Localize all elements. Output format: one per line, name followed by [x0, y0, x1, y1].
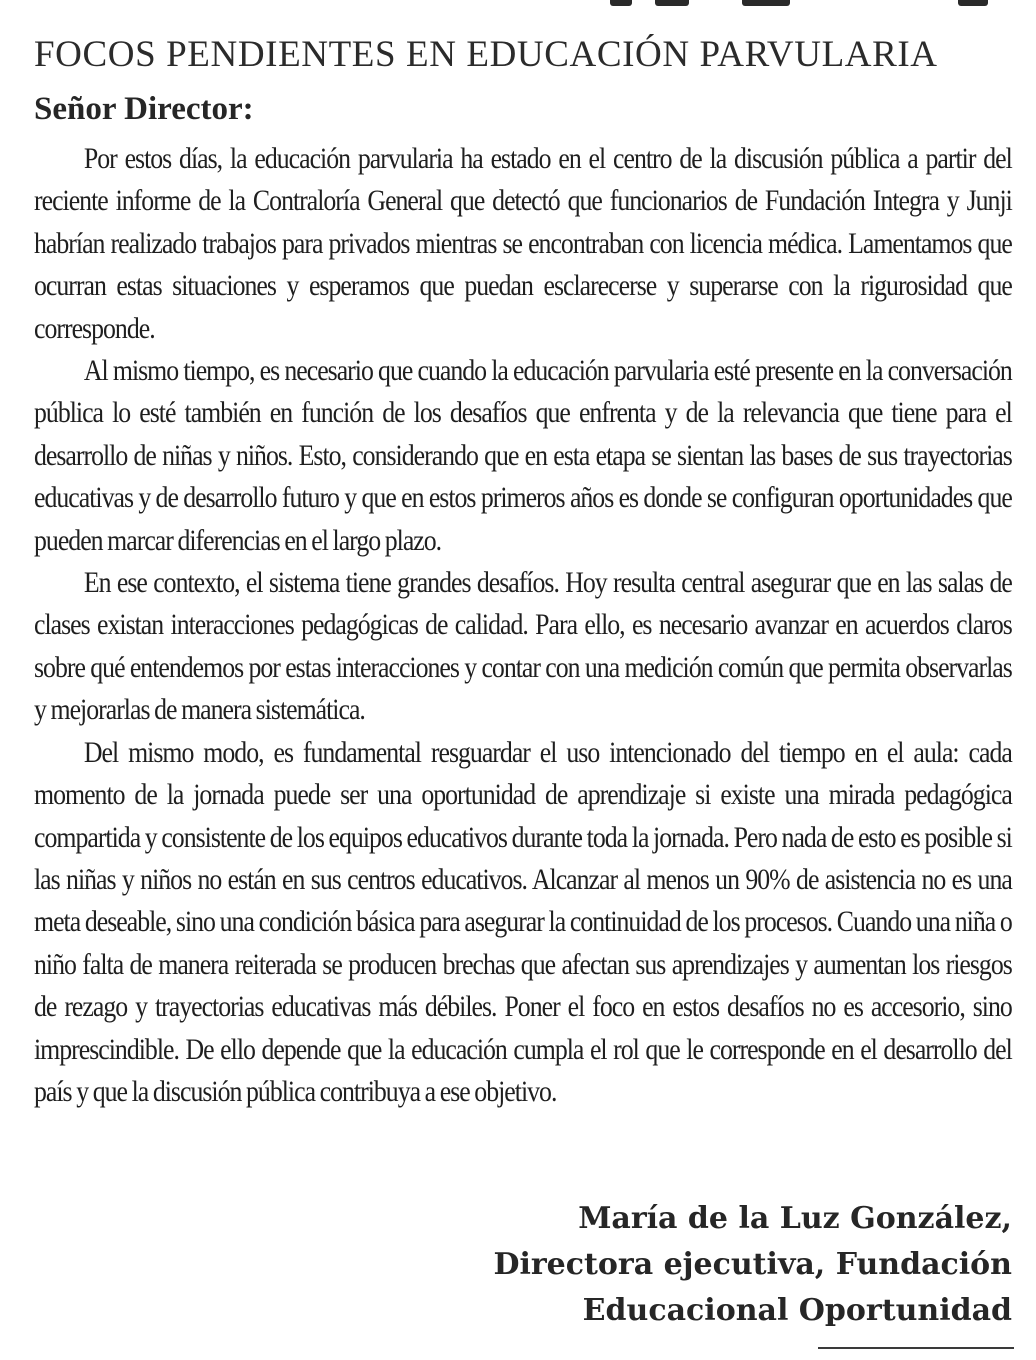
signature-block — [312, 1196, 1012, 1334]
salutation: Señor Director: — [34, 91, 254, 127]
cropped-previous-headline — [0, 0, 1036, 14]
signature-name: María de la Luz González, — [578, 1201, 1012, 1236]
paragraph: Del mismo modo, es fundamental resguardar el uso intencionado del tiempo en el aula: cada momento de la jornada puede ser una oportunidad de aprendizaje si existe una mirada pedagógica compartida y consistente de los equipos educativos durante toda la jornada. Pero nada de esto es posible si las niñas y niños no están en sus centros educativos. Alcanzar al menos un 90% de asistencia no es una meta deseable, sino una condición básica para asegurar la continuidad de los procesos. Cuando una niña o niño falta de manera reiterada se producen brechas que afectan sus aprendizajes y aumentan los riesgos de rezago y trayectorias educativas más débiles. Poner el foco en estos desafíos no es accesorio, sino imprescindible. De ello depende que la educación cumpla el rol que le corresponde en el desarrollo del país y que la discusión pública contribuya a ese objetivo. — [34, 735, 1012, 1108]
paragraph: Por estos días, la educación parvularia ha estado en el centro de la discusión pública a partir del reciente informe de la Contraloría General que detectó que funcionarios de Fundación Integra y Junji habrían realizado trabajos para privados mientras se encontraban con licencia médica. Lamentamos que ocurran estas situaciones y esperamos que puedan esclarecerse y superarse con la rigurosidad que corresponde. — [34, 142, 1012, 345]
article-body — [34, 138, 1012, 1113]
paragraph: Al mismo tiempo, es necesario que cuando la educación parvularia esté presente en la conversación pública lo esté también en función de los desafíos que enfrenta y de la relevancia que tiene para el desarrollo de niñas y niños. Esto, considerando que en esta etapa se sientan las bases de sus trayectorias educativas y de desarrollo futuro y que en estos primeros años es donde se configuran oportunidades que pueden marcar diferencias en el largo plazo. — [34, 354, 1012, 557]
signature-role: Directora ejecutiva, Fundación — [493, 1247, 1012, 1282]
signature-organization: Educacional Oportunidad — [582, 1293, 1012, 1328]
footer-divider — [818, 1347, 1014, 1349]
article-headline: FOCOS PENDIENTES EN EDUCACIÓN PARVULARIA — [34, 34, 938, 75]
paragraph: En ese contexto, el sistema tiene grandes desafíos. Hoy resulta central asegurar que en las salas de clases existan interacciones pedagógicas de calidad. Para ello, es necesario avanzar en acuerdos claros sobre qué entendemos por estas interacciones y contar con una medición común que permita observarlas y mejorarlas de manera sistemática. — [34, 566, 1012, 727]
